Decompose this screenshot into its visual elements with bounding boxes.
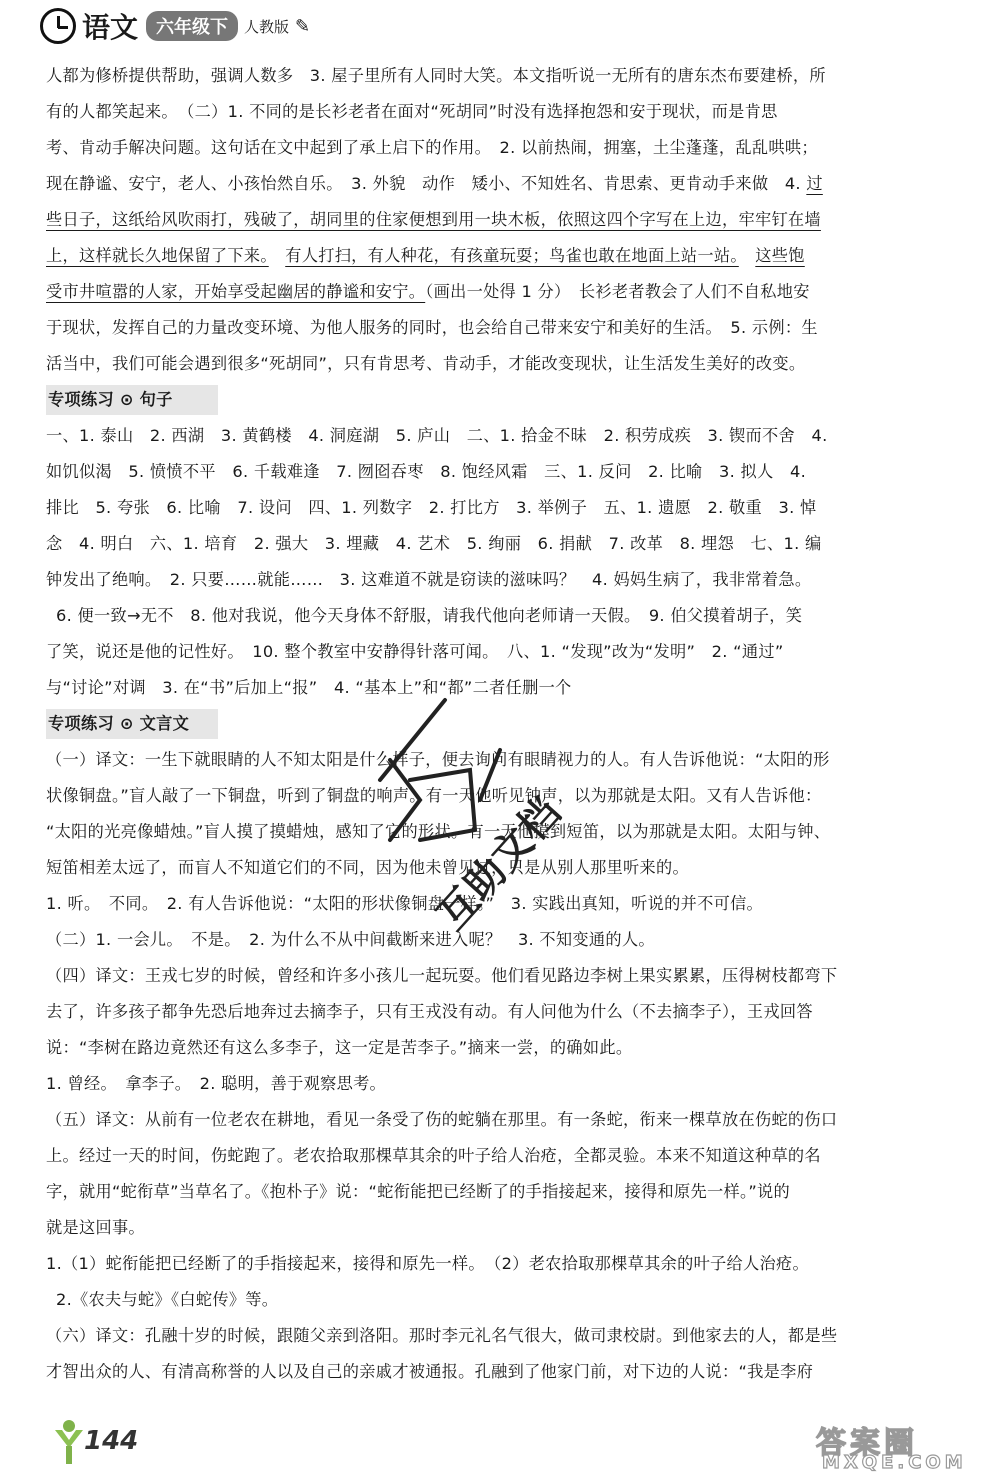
stamp-text: 互助文档 bbox=[428, 789, 570, 940]
text-line: （二）1. 一会儿。 不是。 2. 为什么不从中间截断来进入呢？ 3. 不知变通的人。 bbox=[46, 930, 655, 949]
text-line: 上。经过一天的时间，伤蛇跑了。老农拾取那棵草其余的叶子给人治疮，全都灵验。本来不知道这种草的名 bbox=[46, 1146, 821, 1165]
grade-badge: 六年级下 bbox=[146, 11, 238, 41]
page-number: 144 bbox=[84, 1426, 139, 1456]
text-line: 1. 听。 不同。 2. 有人告诉他说：“太阳的形状像铜盘一样。” 3. 实践出真知，听说的并不可信。 bbox=[46, 894, 764, 913]
text-line: 一、1. 泰山 2. 西湖 3. 黄鹤楼 4. 洞庭湖 5. 庐山 二、1. 拾金不昧 2. 积劳成疾 3. 锲而不舍 4. bbox=[46, 426, 828, 445]
text-line: 于现状，发挥自己的力量改变环境、为他人服务的同时，也会给自己带来安宁和美好的生活。 5. 示例：生 bbox=[46, 318, 818, 337]
edition-label: 人教版 bbox=[244, 17, 290, 36]
text-line bbox=[46, 274, 956, 310]
text-line: 排比 5. 夸张 6. 比喻 7. 设问 四、1. 列数字 2. 打比方 3. 举例子 五、1. 遗愿 2. 敬重 3. 悼 bbox=[46, 498, 817, 517]
underlined-answer: 受市井喧嚣的人家，开始享受起幽居的静谧和安宁。 bbox=[46, 282, 426, 301]
alarm-clock-icon bbox=[40, 8, 76, 44]
text-segment: （画出一处得 1 分） 长衫老者教会了人们不自私地安 bbox=[425, 282, 810, 301]
text-line: 考、肯动手解决问题。这句话在文中起到了承上启下的作用。 2. 以前热闹，拥塞，土尘蓬蓬，乱乱哄哄； bbox=[46, 138, 818, 157]
text-segment bbox=[739, 246, 756, 265]
text-line: 有的人都笑起来。 （二）1. 不同的是长衫老者在面对“死胡同”时没有选择抱怨和安于现状，而是肯思 bbox=[46, 102, 778, 121]
underlined-answer: 这些饱 bbox=[755, 246, 805, 265]
text-line: 去了，许多孩子都争先恐后地奔过去摘李子，只有王戎没有动。有人问他为什么（不去摘李子），王戎回答 bbox=[46, 1002, 813, 1021]
watermark-domain: MXQE.COM bbox=[822, 1452, 967, 1473]
page-header bbox=[40, 2, 310, 50]
watermark-title: 答案圈 bbox=[816, 1426, 918, 1461]
site-watermark bbox=[816, 1418, 992, 1478]
text-line: 字，就用“蛇衔草”当草名了。《抱朴子》说：“蛇衔能把已经断了的手指接起来，接得和原先一样。”说的 bbox=[46, 1182, 790, 1201]
text-line: 了笑，说还是他的记性好。 10. 整个教室中安静得针落可闻。 八、1. “发现”改为“发明” 2. “通过” bbox=[46, 642, 784, 661]
subject-title: 语文 bbox=[82, 11, 139, 44]
text-line: （六）译文：孔融十岁的时候，跟随父亲到洛阳。那时李元礼名气很大，做司隶校尉。到他家去的人，都是些 bbox=[46, 1326, 838, 1345]
text-line: “太阳的光亮像蜡烛。”盲人摸了摸蜡烛，感知了它的形状。有一天他摸到短笛，以为那就是太阳。太阳与钟、 bbox=[46, 822, 831, 841]
text-line: 与“讨论”对调 3. 在“书”后加上“报” 4. “基本上”和“都”二者任删一个 bbox=[46, 678, 572, 697]
text-line bbox=[46, 238, 956, 274]
section-heading-sentences: 专项练习 ⊙ 句子 bbox=[46, 385, 218, 415]
text-line: 6. 便一致→无不 8. 他对我说，他今天身体不舒服，请我代他向老师请一天假。 9. 伯父摸着胡子，笑 bbox=[56, 606, 803, 625]
answer-content bbox=[46, 58, 956, 1390]
text-line bbox=[46, 202, 956, 238]
text-line: （一）译文：一生下就眼睛的人不知太阳是什么样子，便去询问有眼睛视力的人。有人告诉他说：“太阳的形 bbox=[46, 750, 830, 769]
pencil-icon: ✎ bbox=[295, 15, 311, 37]
text-line: 说：“李树在路边竟然还有这么多李子，这一定是苦李子。”摘来一尝，的确如此。 bbox=[46, 1038, 633, 1057]
underlined-answer: 有人打扫，有人种花，有孩童玩耍；鸟雀也敢在地面上站一站。 bbox=[285, 246, 739, 265]
text-line bbox=[46, 166, 956, 202]
text-line: 1.（1）蛇衔能把已经断了的手指接起来，接得和原先一样。 （2）老农拾取那棵草其余的叶子给人治疮。 bbox=[46, 1254, 809, 1273]
text-line: （四）译文：王戎七岁的时候，曾经和许多小孩儿一起玩耍。他们看见路边李树上果实累累，压得树枝都弯下 bbox=[46, 966, 838, 985]
section-heading-classical-chinese: 专项练习 ⊙ 文言文 bbox=[46, 709, 218, 739]
underlined-answer: 些日子，这纸给风吹雨打，残破了，胡同里的住家便想到用一块木板，依照这四个字写在上边，牢牢钉在墙 bbox=[46, 210, 821, 229]
underlined-answer: 过 bbox=[806, 174, 823, 193]
text-line: 才智出众的人、有清高称誉的人以及自己的亲戚才被通报。孔融到了他家门前，对下边的人说：“我是李府 bbox=[46, 1362, 814, 1381]
text-line: 活当中，我们可能会遇到很多“死胡同”，只有肯思考、肯动手，才能改变现状，让生活发生美好的改变。 bbox=[46, 354, 806, 373]
text-line: 短笛相差太远了，而盲人不知道它们的不同，因为他未曾见过，只是从别人那里听来的。 bbox=[46, 858, 690, 877]
text-segment: 现在静谧、安宁，老人、小孩怡然自乐。 3. 外貌 动作 矮小、不知姓名、肯思索、更肯动手来做 4. bbox=[46, 174, 807, 193]
text-line: 2.《农夫与蛇》《白蛇传》等。 bbox=[56, 1290, 279, 1309]
text-line: 钟发出了绝响。 2. 只要……就能…… 3. 这难道不就是窃读的滋味吗？ 4. 妈妈生病了，我非常着急。 bbox=[46, 570, 812, 589]
text-segment bbox=[269, 246, 286, 265]
text-line: 如饥似渴 5. 愤愤不平 6. 千载难逢 7. 囫囵吞枣 8. 饱经风霜 三、1. 反问 2. 比喻 3. 拟人 4. bbox=[46, 462, 807, 481]
text-line: 人都为修桥提供帮助，强调人数多 3. 屋子里所有人同时大笑。本文指听说一无所有的唐东杰布要建桥，所 bbox=[46, 66, 826, 85]
text-line: （五）译文：从前有一位老农在耕地，看见一条受了伤的蛇躺在那里。有一条蛇，衔来一棵草放在伤蛇的伤口 bbox=[46, 1110, 838, 1129]
text-line: 1. 曾经。 拿李子。 2. 聪明，善于观察思考。 bbox=[46, 1074, 387, 1093]
text-line: 状像铜盘。”盲人敲了一下铜盘，听到了铜盘的响声。有一天他听见钟声，以为那就是太阳。又有人告诉他： bbox=[46, 786, 822, 805]
underlined-answer: 上，这样就长久地保留了下来。 bbox=[46, 246, 269, 265]
text-line: 念 4. 明白 六、1. 培育 2. 强大 3. 埋藏 4. 艺术 5. 绚丽 6. 捐献 7. 改革 8. 埋怨 七、1. 编 bbox=[46, 534, 822, 553]
text-line: 就是这回事。 bbox=[46, 1218, 145, 1237]
person-icon bbox=[52, 1418, 86, 1466]
